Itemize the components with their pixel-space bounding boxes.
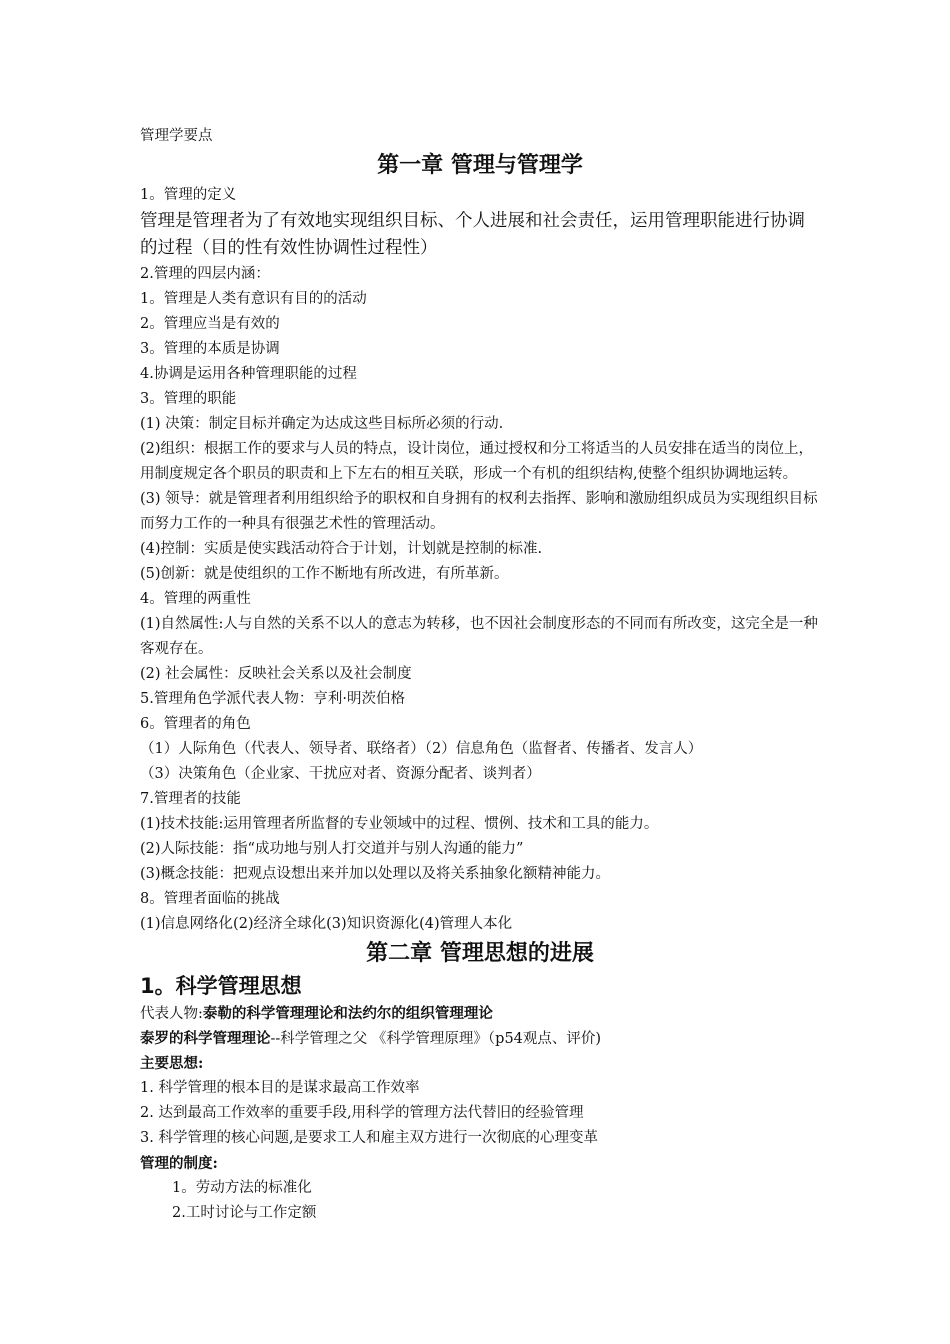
skill-conceptual: (3)概念技能：把观点设想出来并加以处理以及将关系抽象化额精神能力。: [140, 866, 611, 882]
representatives-label: 代表人物:: [140, 1006, 203, 1022]
heading-duality: 4。管理的两重性: [140, 591, 251, 607]
taylor-theory-title: 泰罗的科学管理理论: [140, 1030, 271, 1047]
roles-line-1: （1）人际角色（代表人、领导者、联络者）（2）信息角色（监督者、传播者、发言人）: [140, 741, 703, 757]
duality-social: (2) 社会属性：反映社会关系以及社会制度: [140, 666, 412, 682]
function-innovation: (5)创新：就是使组织的工作不断地有所改进，有所革新。: [140, 566, 509, 582]
idea-item: 3. 科学管理的核心问题,是要求工人和雇主双方进行一次彻底的心理变革: [140, 1130, 599, 1146]
representatives-line: [140, 1001, 820, 1026]
connotation-item: 2。管理应当是有效的: [140, 316, 280, 332]
skill-interpersonal: (2)人际技能：指“成功地与别人打交道并与别人沟通的能力”: [140, 841, 524, 857]
function-organizing: (2)组织：根据工作的要求与人员的特点，设计岗位，通过授权和分工将适当的人员安排在适当的岗位上，用制度规定各个职员的职责和上下左右的相互关联，形成一个有机的组织结构,使整个组织协调地运转。: [140, 441, 814, 482]
chapter-2-title: 第二章 管理思想的进展: [366, 941, 594, 966]
function-decision: (1) 决策：制定目标并确定为达成这些目标所必须的行动.: [140, 416, 504, 432]
representatives-names: 泰勒的科学管理理论和法约尔的组织管理理论: [202, 1005, 493, 1022]
heading-definition: 1。管理的定义: [140, 187, 237, 203]
system-item: 2.工时讨论与工作定额: [172, 1205, 317, 1221]
roles-line-2: （3）决策角色（企业家、干扰应对者、资源分配者、谈判者）: [140, 766, 541, 782]
heading-roles: 6。管理者的角色: [140, 716, 251, 732]
function-leading: (3) 领导：就是管理者利用组织给予的职权和自身拥有的权利去指挥、影响和激励组织成员为实现组织目标而努力工作的一种具有很强艺术性的管理活动。: [140, 491, 818, 532]
definition-text: 管理是管理者为了有效地实现组织目标、个人进展和社会责任，运用管理职能进行协调的过程（目的性有效性协调性过程性）: [140, 211, 805, 258]
heading-role-school: 5.管理角色学派代表人物：亨利·明茨伯格: [140, 691, 405, 707]
taylor-theory-note: --科学管理之父 《科学管理原理》（p54观点、评价): [270, 1031, 602, 1047]
idea-item: 2. 达到最高工作效率的重要手段,用科学的管理方法代替旧的经验管理: [140, 1105, 584, 1121]
idea-item: 1. 科学管理的根本目的是谋求最高工作效率: [140, 1080, 420, 1096]
heading-functions: 3。管理的职能: [140, 391, 237, 407]
connotation-item: 4.协调是运用各种管理职能的过程: [140, 366, 357, 382]
system-item: 1。劳动方法的标准化: [172, 1180, 312, 1196]
doc-title: 管理学要点: [140, 128, 213, 144]
connotation-item: 1。管理是人类有意识有目的的活动: [140, 291, 367, 307]
document-page: [140, 124, 820, 1226]
function-controlling: (4)控制：实质是使实践活动符合于计划，计划就是控制的标准.: [140, 541, 543, 557]
heading-skills: 7.管理者的技能: [140, 791, 241, 807]
challenges-list: (1)信息网络化(2)经济全球化(3)知识资源化(4)管理人本化: [140, 916, 513, 932]
taylor-line: [140, 1026, 820, 1051]
connotation-item: 3。管理的本质是协调: [140, 341, 280, 357]
section-scientific-management: 1。科学管理思想: [140, 974, 302, 998]
heading-connotations: 2.管理的四层内涵：: [140, 266, 270, 282]
duality-natural: (1)自然属性:人与自然的关系不以人的意志为转移，也不因社会制度形态的不同而有所改变，这完全是一种客观存在。: [140, 616, 818, 657]
chapter-1-title: 第一章 管理与管理学: [377, 153, 583, 178]
main-ideas-title: 主要思想:: [140, 1055, 204, 1072]
skill-technical: (1)技术技能:运用管理者所监督的专业领域中的过程、惯例、技术和工具的能力。: [140, 816, 659, 832]
system-title: 管理的制度:: [140, 1155, 218, 1172]
heading-challenges: 8。管理者面临的挑战: [140, 891, 280, 907]
